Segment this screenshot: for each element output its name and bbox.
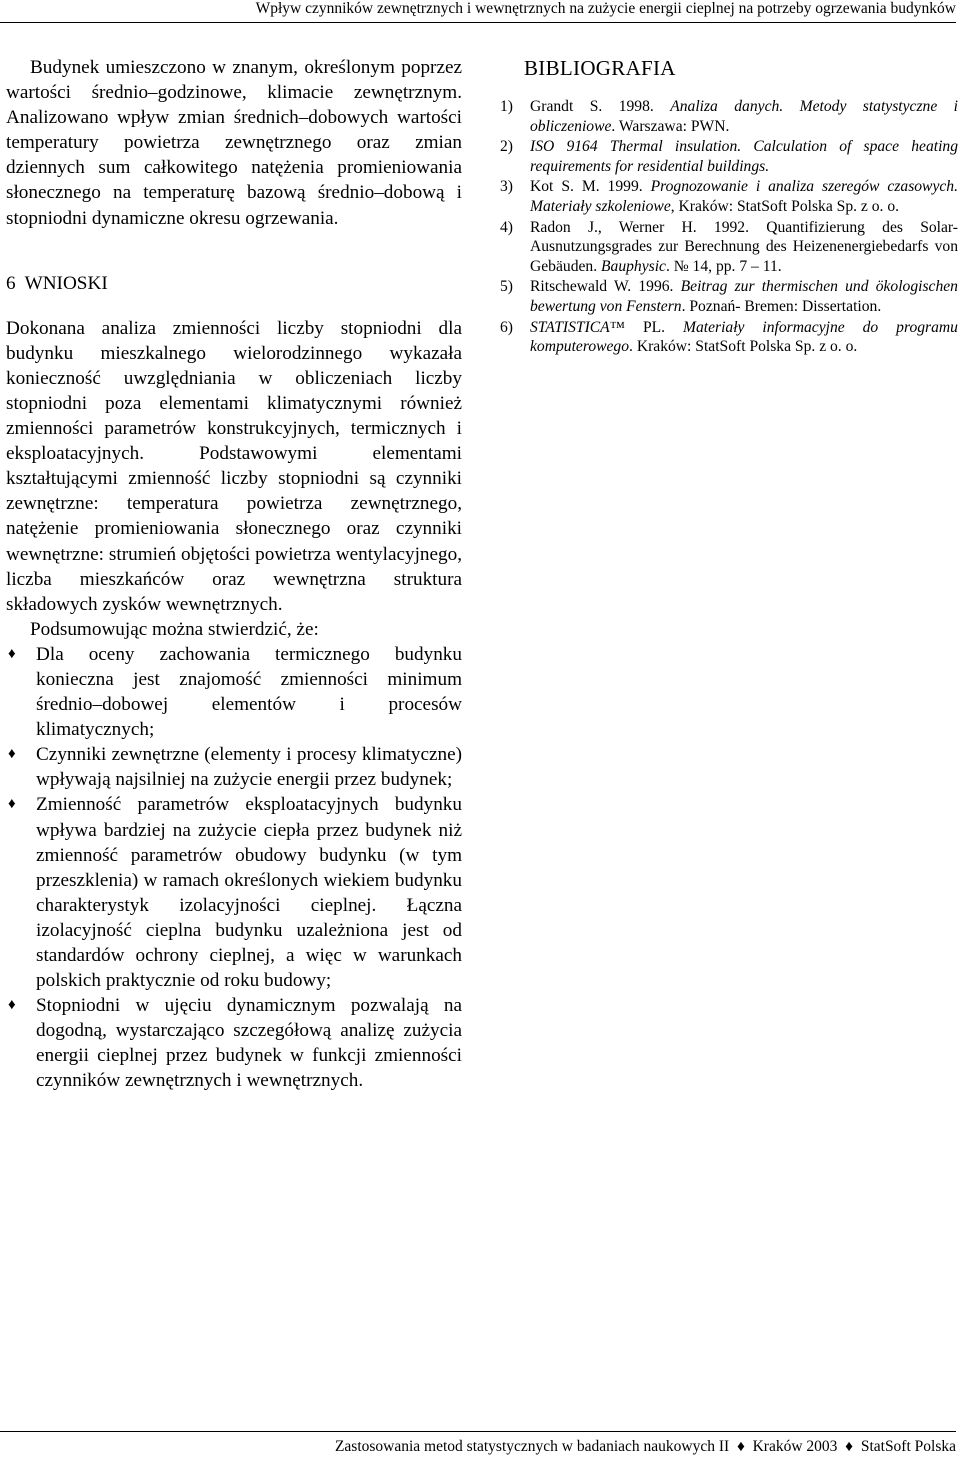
list-item — [6, 642, 462, 742]
running-header-title: Wpływ czynników zewnętrznych i wewnętrznych na zużycie energii cieplnej na potrzeby ogrzewania budynków — [255, 0, 956, 17]
reference-item — [500, 318, 958, 357]
list-item — [6, 792, 462, 993]
reference-text: Ritschewald W. 1996. — [530, 278, 681, 296]
reference-italic: STATISTICA — [530, 318, 610, 336]
reference-italic: Prognozowanie i analiza szeregów czasowych. Materiały szkoleniowe — [530, 178, 958, 215]
section-number: 6 — [6, 272, 16, 294]
diamond-bullet-icon: ♦ — [8, 796, 16, 813]
diamond-bullet-icon: ♦ — [8, 645, 16, 662]
reference-italic: ISO 9164 Thermal insulation. Calculation of space heating requirements for residential buildings. — [530, 138, 958, 175]
left-column — [6, 55, 462, 1094]
reference-number: 2) — [500, 138, 513, 156]
reference-list — [500, 97, 958, 357]
running-header — [0, 0, 956, 23]
running-footer — [0, 1431, 956, 1456]
list-item-text: Zmienność parametrów eksploatacyjnych budynku wpływa bardziej na zużycie ciepła przez budynek niż zmienność parametrów obudowy budynku (w tym przeszklenia) w ramach określonych wiekiem budynku charakterystyk izolacyjności cieplnej. Łączna izolacyjność cieplna budynku uzależniona jest od standardów ochrony cieplnej, a więc w warunkach polskich praktycznie od roku budowy; — [36, 794, 462, 992]
diamond-bullet-icon: ♦ — [8, 997, 16, 1014]
reference-text: Kot S. M. 1999. — [530, 178, 651, 196]
reference-text: ™ PL. — [609, 318, 683, 336]
reference-text: . Poznań- Bremen: Dissertation. — [681, 297, 882, 315]
section-title: WNIOSKI — [24, 272, 108, 294]
reference-item — [500, 177, 958, 216]
conclusions-list — [6, 642, 462, 1094]
reference-italic: Materiały informacyjne do programu komputerowego — [530, 318, 958, 356]
reference-text: Grandt S. 1998. — [530, 98, 671, 115]
conclusions-paragraph: Dokonana analiza zmienności liczby stopniodni dla budynku mieszkalnego wielorodzinnego wykazała konieczność uwzględniania w obliczeniach liczby stopniodni poza elementami klimatycznymi również zmienności parametrów konstrukcyjnych, termicznych i eksploatacyjnych. Podstawowymi elementami kształtującymi zmienność liczby stopniodni są czynniki zewnętrzne: temperatura powietrza zewnętrznego, natężenie promieniowania słonecznego oraz czynniki wewnętrzne: strumień objętości powietrza wentylacyjnego, liczba mieszkańców oraz wewnętrzna struktura składowych zysków wewnętrznych. — [6, 317, 462, 615]
reference-number: 6) — [500, 318, 513, 336]
intro-paragraph: Budynek umieszczono w znanym, określonym poprzez wartości średnio–godzinowe, klimacie zewnętrznym. Analizowano wpływ zmian średnich–dobowych wartości temperatury powietrza zewnętrznego oraz zmian dziennych sum całkowitego natężenia promieniowania słonecznego na temperaturę bazową średnio–dobową i stopniodni dynamiczne okresu ogrzewania. — [6, 57, 462, 229]
list-item-text: Stopniodni w ujęciu dynamicznym pozwalają na dogodną, wystarczająco szczegółową analizę zużycia energii cieplnej przez budynek w funkcji zmienności czynników zewnętrznych i wewnętrznych. — [36, 995, 462, 1092]
reference-text: , Kraków: StatSoft Polska Sp. z o. o. — [670, 197, 900, 215]
reference-item — [500, 137, 958, 176]
reference-number: 4) — [500, 218, 513, 236]
reference-text: . Warszawa: PWN. — [611, 117, 730, 135]
reference-text: . № 14, pp. 7 – 11. — [665, 257, 782, 275]
reference-item — [500, 218, 958, 277]
bibliography-title: BIBLIOGRAFIA — [524, 56, 676, 80]
list-item-text: Dla oceny zachowania termicznego budynku konieczna jest znajomość zmienności minimum średnio–dobowej elementów i procesów klimatycznych; — [36, 643, 462, 741]
reference-italic: Beitrag zur thermischen und ökologischen bewertung von Fenstern — [530, 278, 958, 315]
diamond-bullet-icon: ♦ — [8, 746, 16, 763]
list-item — [6, 742, 462, 792]
reference-text: Radon J., Werner H. 1992. Quantifizierung des Solar-Ausnutzungsgrades zur Berechnung des Heizenenergiebedarfs von Gebäuden. — [530, 218, 958, 275]
right-column — [500, 55, 958, 358]
list-item-text: Czynniki zewnętrzne (elementy i procesy klimatyczne) wpływają najsilniej na zużycie energii przez budynek; — [36, 744, 462, 791]
reference-italic: Bauphysic — [601, 257, 666, 275]
running-footer-text: Zastosowania metod statystycznych w badaniach naukowych II ♦ Kraków 2003 ♦ StatSoft Polska — [334, 1438, 956, 1455]
list-item — [6, 993, 462, 1093]
reference-item — [500, 277, 958, 316]
reference-item — [500, 97, 958, 136]
reference-number: 5) — [500, 278, 513, 296]
reference-text: . Kraków: StatSoft Polska Sp. z o. o. — [629, 338, 858, 356]
reference-number: 1) — [500, 98, 513, 115]
summary-intro: Podsumowując można stwierdzić, że: — [30, 618, 319, 640]
section-heading — [6, 271, 462, 296]
reference-number: 3) — [500, 178, 513, 196]
reference-italic: Analiza danych. Metody statystyczne i obliczeniowe — [530, 98, 959, 135]
